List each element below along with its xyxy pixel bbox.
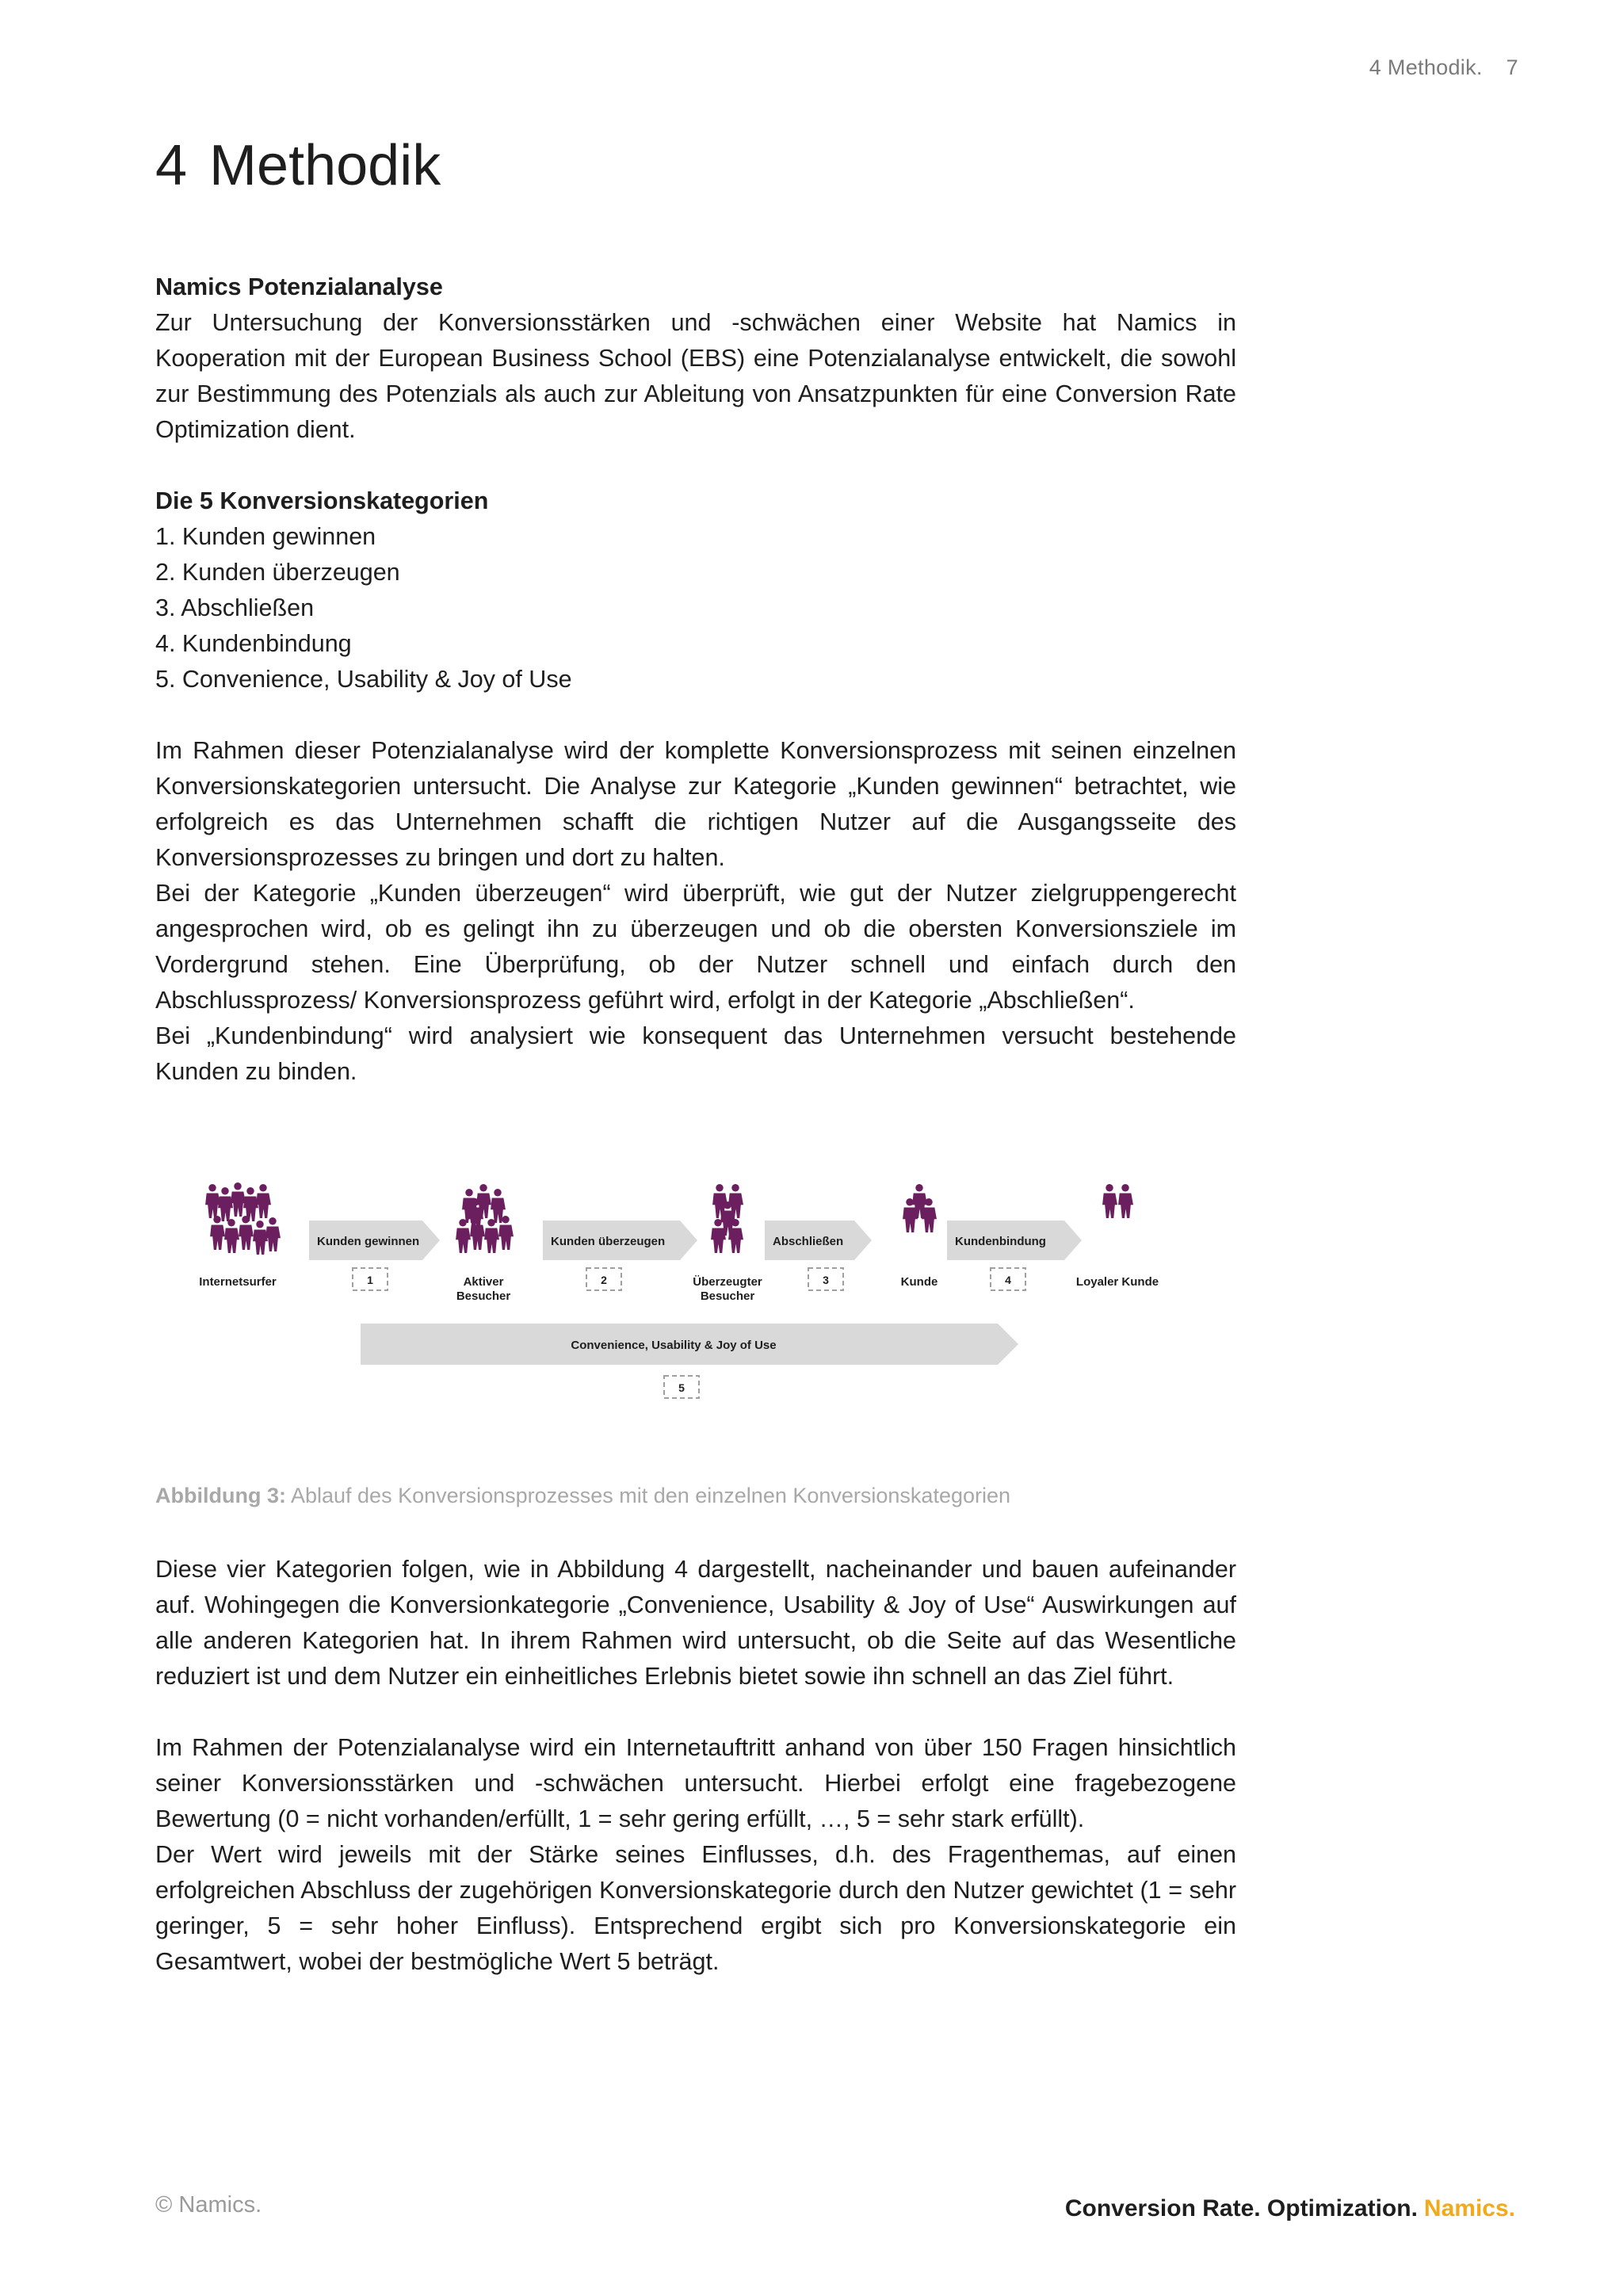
step-number: 4: [1005, 1274, 1011, 1286]
person-body: [224, 1228, 239, 1254]
person-icon: [253, 1221, 268, 1255]
chapter-title-text: Methodik: [209, 134, 441, 197]
person-head: [256, 1221, 263, 1228]
person-head: [915, 1184, 922, 1191]
footer-brand: Namics.: [1423, 2195, 1515, 2222]
person-body: [1118, 1194, 1133, 1219]
person-head: [1121, 1184, 1128, 1191]
paragraph-rating-1: Im Rahmen der Potenzialanalyse wird ein Internetauftritt anhand von über 150 Fragen hinsichtlich seiner Konversionsstärken und -schwächen untersucht. Hierbei erfolgt eine fragebezogene Bewertung (0 = nicht vorhanden/erfüllt, 1 = sehr gering erfüllt, …, 5 = sehr stark erfüllt).: [155, 1734, 1236, 1832]
person-body: [256, 1194, 271, 1219]
stage-label: Internetsurfer: [199, 1275, 277, 1289]
overall-number: 5: [678, 1381, 685, 1394]
person-head: [234, 1182, 241, 1190]
person-icon: [205, 1184, 220, 1218]
person-body: [498, 1225, 514, 1251]
main-content: [155, 269, 1236, 1090]
paragraph-analysis-3: Bei „Kundenbindung“ wird analysiert wie konsequent das Unternehmen versucht bestehende Kunden zu binden.: [155, 1022, 1236, 1085]
step-label: Kunden gewinnen: [317, 1235, 420, 1248]
person-head: [479, 1184, 487, 1191]
person-body: [484, 1228, 499, 1254]
person-head: [242, 1216, 249, 1223]
person-head: [213, 1216, 220, 1223]
person-icon: [456, 1219, 471, 1253]
person-head: [487, 1219, 495, 1226]
person-body: [711, 1228, 726, 1254]
list-item: 3. Abschließen: [155, 594, 315, 621]
person-head: [731, 1219, 739, 1226]
person-icon: [1102, 1184, 1117, 1218]
person-head: [465, 1189, 472, 1196]
paragraph-categories-order: Diese vier Kategorien folgen, wie in Abbildung 4 dargestellt, nacheinander und bauen aufeinander auf. Wohingegen die Konversionkategorie „Convenience, Usability & Joy of Use“ Auswirkungen auf alle anderen Kategorien hat. In ihrem Rahmen wird untersucht, ob die Seite auf das Wesentliche reduziert ist und dem Nutzer ein einheitliches Erlebnis bietet sowie ihn schnell an das Ziel führt.: [155, 1556, 1236, 1690]
paragraph-analysis-2: Bei der Kategorie „Kunden überzeugen“ wird überprüft, wie gut der Nutzer zielgruppengerecht angesprochen wird, ob es gelingt ihn zu überzeugen und ob die obersten Konversionsziele im Vordergrund stehen. Eine Überprüfung, ob der Nutzer schnell und einfach durch den Abschlussprozess/ Konversionsprozess geführt wird, erfolgt in der Kategorie „Abschließen“.: [155, 880, 1236, 1014]
footer-slogan-text: Conversion Rate. Optimization.: [1064, 2195, 1418, 2222]
person-body: [231, 1192, 246, 1217]
step-number: 1: [367, 1274, 373, 1286]
diagram-svg: [190, 1173, 1189, 1411]
person-head: [472, 1198, 479, 1205]
person-icon: [218, 1187, 233, 1221]
stage-label: Besucher: [456, 1289, 511, 1303]
list-item: 4. Kundenbindung: [155, 630, 352, 657]
person-body: [239, 1225, 254, 1251]
footer-copyright: © Namics.: [155, 2192, 262, 2218]
person-body: [456, 1228, 471, 1254]
running-title: 4 Methodik.: [1369, 55, 1483, 79]
step-number: 3: [823, 1274, 829, 1286]
person-head: [731, 1184, 739, 1191]
stage-label: Überzeugter: [693, 1275, 762, 1289]
person-body: [922, 1208, 937, 1233]
person-head: [724, 1201, 731, 1209]
section-heading-potenzialanalyse: Namics Potenzialanalyse: [155, 273, 443, 300]
figure-caption: [155, 1484, 1010, 1508]
person-head: [269, 1217, 276, 1224]
list-item: 2. Kunden überzeugen: [155, 559, 400, 586]
person-head: [259, 1184, 266, 1191]
person-head: [502, 1216, 509, 1223]
person-icon: [484, 1219, 499, 1253]
chapter-number: 4: [155, 134, 188, 197]
person-head: [227, 1219, 235, 1226]
caption-label: Abbildung 3:: [155, 1484, 286, 1507]
person-head: [221, 1187, 228, 1194]
chapter-title: [155, 133, 441, 198]
stage-label: Aktiver: [463, 1275, 504, 1289]
person-icon: [256, 1184, 271, 1218]
person-icon: [224, 1219, 239, 1253]
step-label: Kunden überzeugen: [551, 1235, 666, 1248]
step-label: Kundenbindung: [955, 1235, 1046, 1248]
running-header: [1369, 55, 1518, 80]
category-list: [155, 519, 1236, 697]
person-icon: [1118, 1184, 1133, 1218]
person-head: [459, 1219, 466, 1226]
step-number: 2: [601, 1274, 607, 1286]
person-head: [925, 1198, 932, 1205]
person-body: [728, 1228, 743, 1254]
page-number: 7: [1506, 55, 1518, 79]
person-icon: [239, 1216, 254, 1250]
paragraph-analysis-1: Im Rahmen dieser Potenzialanalyse wird der komplette Konversionsprozess mit seinen einzelnen Konversionskategorien untersucht. Die Analyse zur Kategorie „Kunden gewinnen“ betrachtet, wie erfolgreich es das Unternehmen schafft die richtigen Nutzer auf die Ausgangsseite des Konversionsprozesses zu bringen und dort zu halten.: [155, 737, 1236, 871]
person-body: [265, 1227, 281, 1252]
person-icon: [265, 1217, 281, 1251]
step-label: Abschließen: [773, 1235, 844, 1248]
person-head: [246, 1187, 254, 1194]
footer-slogan: [1065, 2195, 1515, 2222]
paragraph-intro: Zur Untersuchung der Konversionsstärken und -schwächen einer Website hat Namics in Kooperation mit der European Business School (EBS) eine Potenzialanalyse entwickelt, die sowohl zur Bestimmung des Potenzials als auch zur Ableitung von Ansatzpunkten für eine Conversion Rate Optimization dient.: [155, 309, 1236, 443]
stage-label: Kunde: [900, 1275, 938, 1289]
paragraph-rating-2: Der Wert wird jeweils mit der Stärke seines Einflusses, d.h. des Fragenthemas, auf einen erfolgreichen Abschluss der zugehörigen Konversionskategorie durch den Nutzer gewichtet (1 = sehr geringer, 5 = sehr hoher Einfluss). Entsprechend ergibt sich pro Konversionskategorie ein Gesamtwert, wobei der bestmögliche Wert 5 beträgt.: [155, 1841, 1236, 1975]
person-head: [208, 1184, 216, 1191]
person-head: [714, 1219, 721, 1226]
person-body: [1102, 1194, 1117, 1219]
list-item: 1. Kunden gewinnen: [155, 523, 376, 550]
section-heading-kategorien: Die 5 Konversionskategorien: [155, 487, 489, 514]
person-body: [205, 1194, 220, 1219]
stage-label: Besucher: [700, 1289, 755, 1303]
person-icon: [231, 1182, 246, 1217]
person-body: [210, 1225, 225, 1251]
overall-label: Convenience, Usability & Joy of Use: [571, 1339, 777, 1352]
main-content-continued: [155, 1552, 1236, 1980]
conversion-process-diagram: [190, 1173, 1189, 1411]
list-item: 5. Convenience, Usability & Joy of Use: [155, 666, 572, 693]
stage-label: Loyaler Kunde: [1075, 1275, 1159, 1289]
caption-text: Ablauf des Konversionsprozesses mit den einzelnen Konversionskategorien: [285, 1484, 1011, 1507]
person-head: [494, 1189, 501, 1196]
person-head: [716, 1184, 723, 1191]
person-body: [253, 1230, 268, 1255]
person-head: [1106, 1184, 1113, 1191]
